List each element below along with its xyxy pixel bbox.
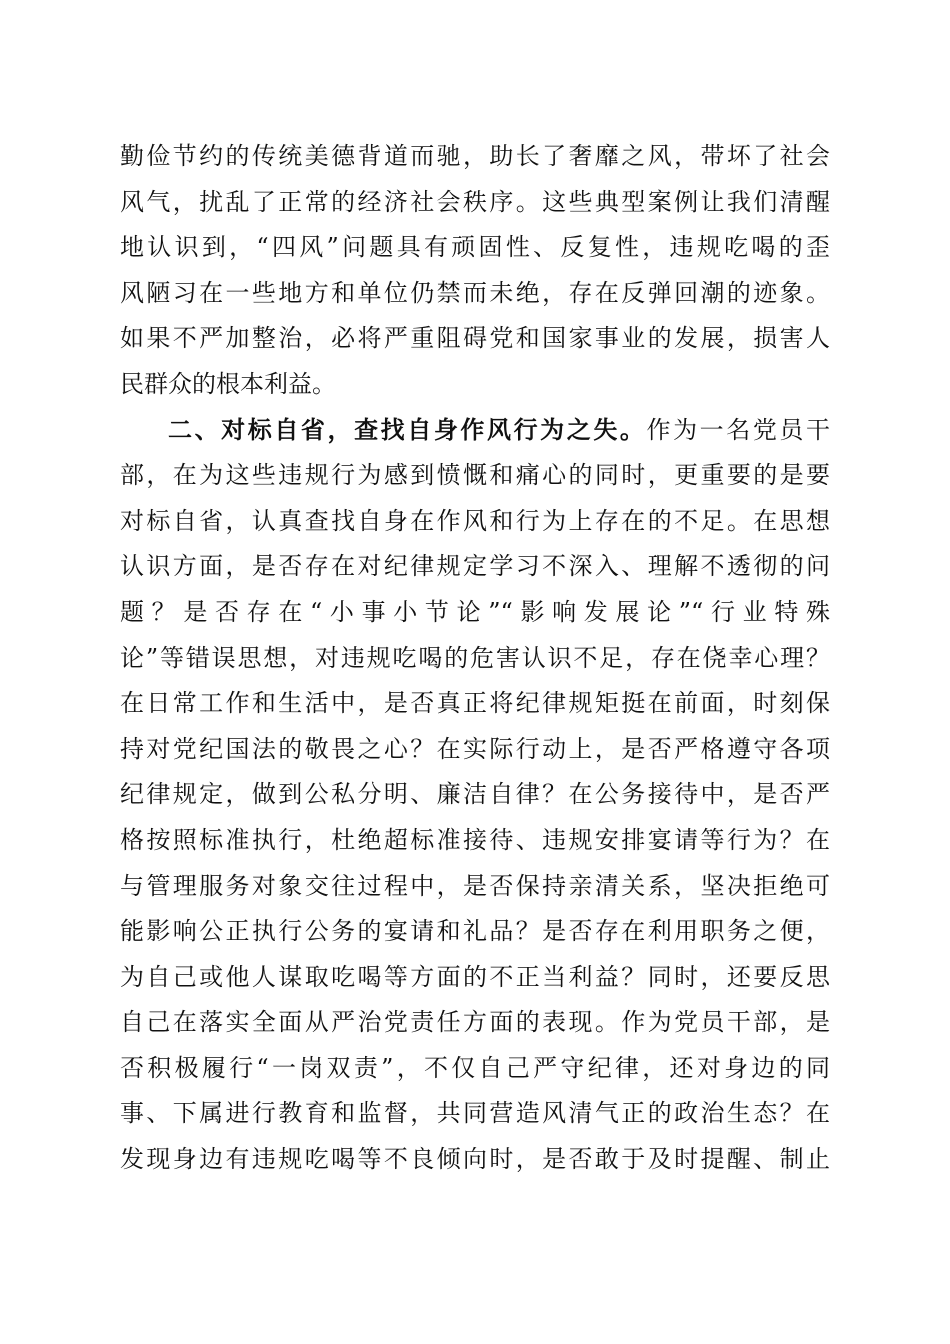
text-line: 部，在为这些违规行为感到愤慨和痛心的同时，更重要的是要 [120,461,830,490]
text-line: 如果不严加整治，必将严重阻碍党和国家事业的发展，损害人 [120,324,830,353]
text-line: 自己在落实全面从严治党责任方面的表现。作为党员干部，是 [120,1008,830,1037]
text-line: 纪律规定，做到公私分明、廉洁自律？在公务接待中，是否严 [120,780,830,809]
text-line: 格按照标准执行，杜绝超标准接待、违规安排宴请等行为？在 [120,825,830,854]
text-line: 能影响公正执行公务的宴请和礼品？是否存在利用职务之便， [120,917,830,946]
text-line: 风气，扰乱了正常的经济社会秩序。这些典型案例让我们清醒 [120,187,830,216]
text-line: 持对党纪国法的敬畏之心？在实际行动上，是否严格遵守各项 [120,734,830,763]
heading-continuation: 作为一名党员干 [646,415,830,444]
text-line: 论”等错误思想，对违规吃喝的危害认识不足，存在侥幸心理？ [120,643,830,672]
text-line: 认识方面，是否存在对纪律规定学习不深入、理解不透彻的问 [120,552,830,581]
paragraph-2 [120,408,830,1183]
text-line: 在日常工作和生活中，是否真正将纪律规矩挺在前面，时刻保 [120,689,830,718]
text-line: 勤俭节约的传统美德背道而驰，助长了奢靡之风，带坏了社会 [120,142,830,170]
text-line: 对标自省，认真查找自身在作风和行为上存在的不足。在思想 [120,506,830,535]
text-line: 题？是否存在“小事小节论”“影响发展论”“行业特殊 [120,597,830,626]
text-line [120,408,830,454]
text-line: 地认识到，“四风”问题具有顽固性、反复性，违规吃喝的歪 [120,233,830,262]
text-line: 民群众的根本利益。 [120,369,336,398]
text-line: 事、下属进行教育和监督，共同营造风清气正的政治生态？在 [120,1099,830,1128]
text-line: 与管理服务对象交往过程中，是否保持亲清关系，坚决拒绝可 [120,871,830,900]
section-heading: 二、对标自省，查找自身作风行为之失。 [168,415,647,444]
text-line: 风陋习在一些地方和单位仍禁而未绝，存在反弹回潮的迹象。 [120,278,830,307]
text-line: 为自己或他人谋取吃喝等方面的不正当利益？同时，还要反思 [120,962,830,991]
text-line: 否积极履行“一岗双责”，不仅自己严守纪律，还对身边的同 [120,1053,830,1082]
body-text [120,134,830,1183]
text-line: 发现身边有违规吃喝等不良倾向时，是否敢于及时提醒、制止 [120,1145,830,1174]
paragraph-1 [120,134,830,408]
